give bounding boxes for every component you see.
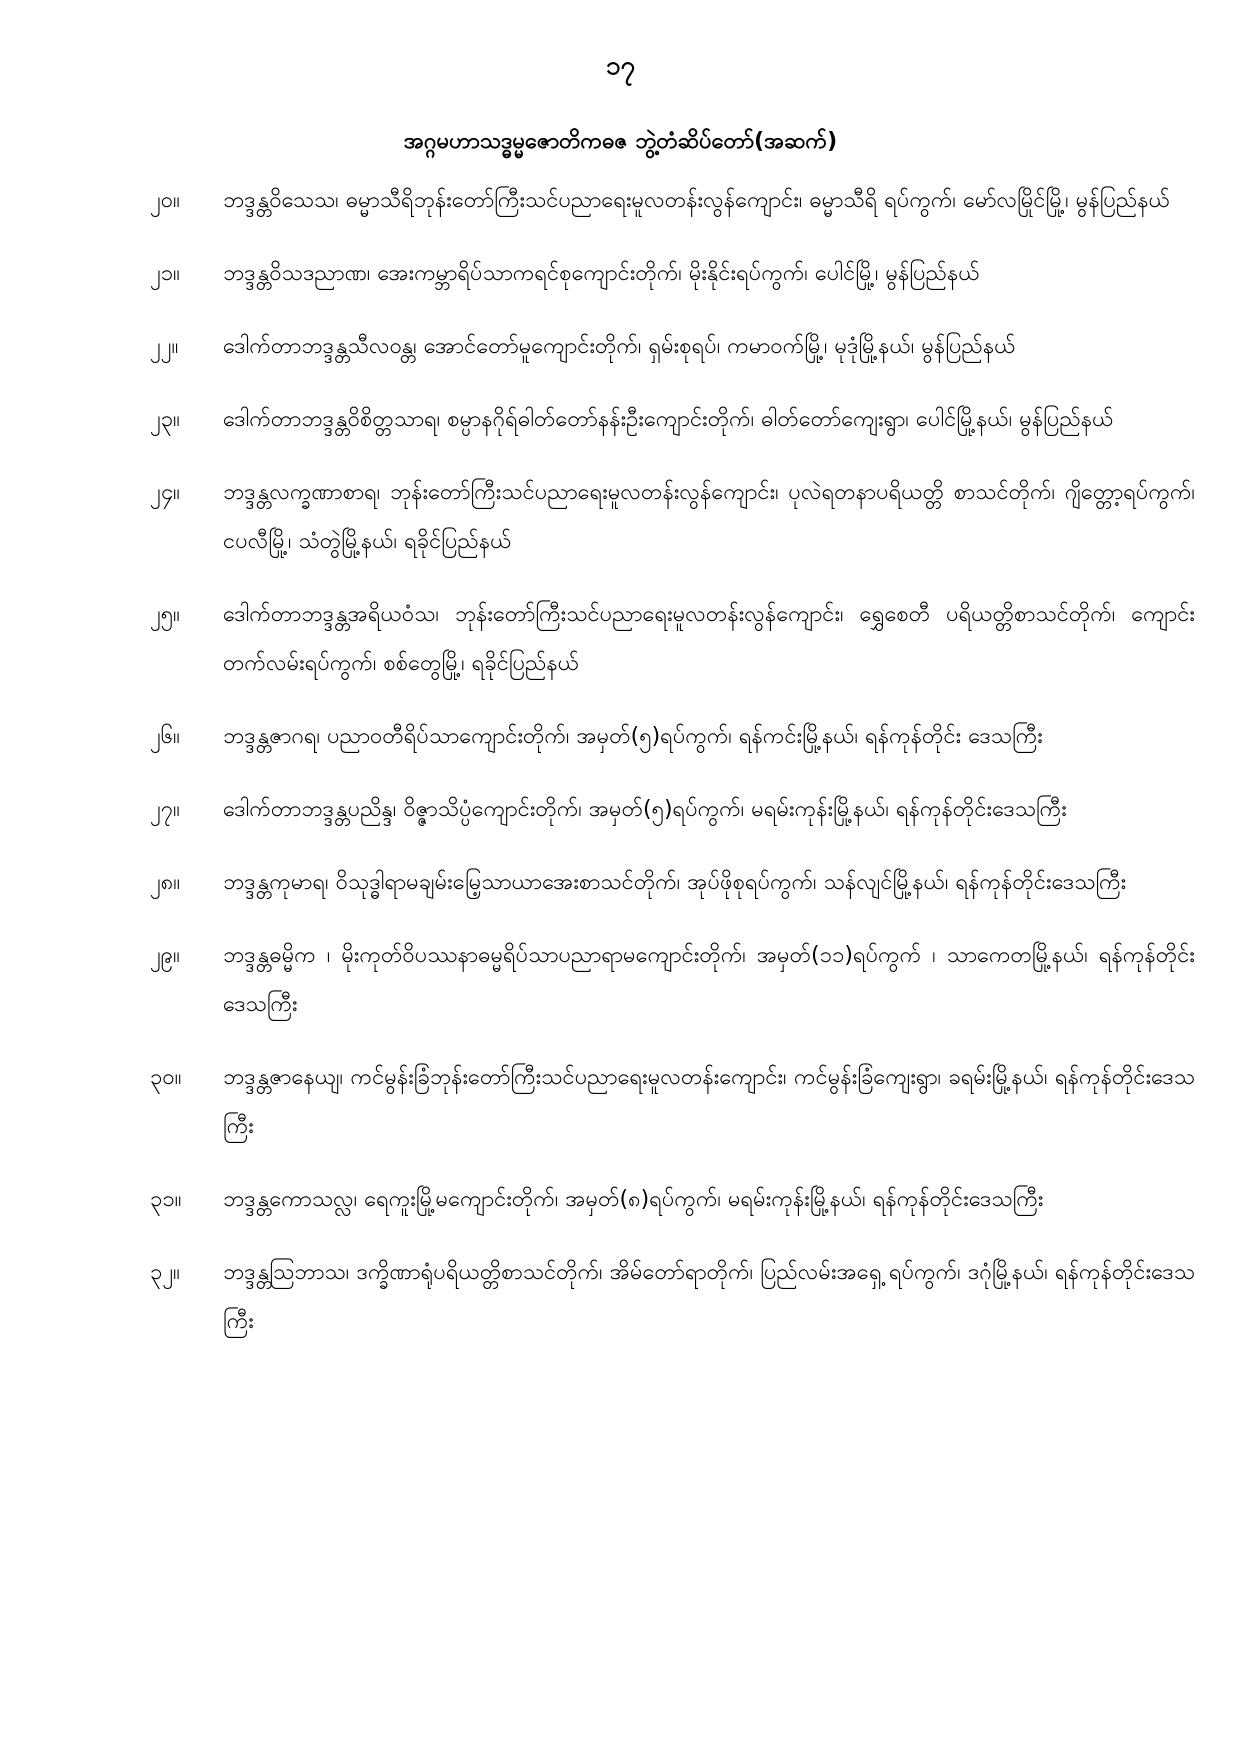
entry-text: ဘဒ္ဒန္တကောသလ္လ၊ ရေကူးမြို့မကျောင်းတိုက်၊ အမှတ်(၈)ရပ်ကွက်၊ မရမ်းကုန်းမြို့နယ်၊ ရန်ကုန်တိုင်းဒေသကြီး [223,1187,1044,1212]
list-item [150,249,1195,298]
entry-number: ၂၇။ [150,797,180,822]
list-item [150,931,1195,1029]
entry-number: ၂၄။ [150,480,180,505]
list-item [150,590,1195,688]
entry-text: ဒေါက်တာဘဒ္ဒန္တအရိယဝံသ၊ ဘုန်းတော်ကြီးသင်ပညာရေးမူလတန်းလွန်ကျောင်း၊ ရွှေစေတီ ပရိယတ္တိစာသင်တိုက်၊ ကျောင်းတက်လမ်းရပ်ကွက်၊ စစ်တွေမြို့၊ ရခိုင်ပြည်နယ် [223,602,1195,676]
entry-number: ၂၉။ [150,943,180,968]
entry-number: ၂၀။ [150,188,180,213]
entry-text: ဘဒ္ဒန္တကုမာရ၊ ဝိသုဒ္ဓါရာမချမ်းမြေ့သာယာအေးစာသင်တိုက်၊ အုပ်ဖိုစုရပ်ကွက်၊ သန်လျင်မြို့နယ်၊ ရန်ကုန်တိုင်းဒေသကြီး [223,870,1127,895]
list-item [150,1053,1195,1151]
entry-text: ဒေါက်တာဘဒ္ဒန္တဝိစိတ္တသာရ၊ စမ္ပာနဂိုရ်ဓါတ်တော်နန်းဦးကျောင်းတိုက်၊ ဓါတ်တော်ကျေးရွာ၊ ပေါင်မြို့နယ်၊ မွန်ပြည်နယ် [223,407,1114,432]
entry-number: ၂၆။ [150,724,180,749]
entry-text: ဘဒ္ဒန္တဝိသဒညာဏ၊ အေးကမ္ဘာရိပ်သာကရင်စုကျောင်းတိုက်၊ မိုးနိုင်းရပ်ကွက်၊ ပေါင်မြို့၊ မွန်ပြည်နယ် [223,261,980,286]
list-item [150,858,1195,907]
list-item [150,322,1195,371]
entry-number: ၂၁။ [150,261,180,286]
page-number: ၁၇ [605,51,636,81]
entry-text: ဘဒ္ဒန္တဇာနေယျ၊ ကင်မွန်းခြံဘုန်းတော်ကြီးသင်ပညာရေးမူလတန်းကျောင်း၊ ကင်မွန်းခြံကျေးရွာ၊ ခရမ်းမြို့နယ်၊ ရန်ကုန်တိုင်းဒေသကြီး [223,1065,1195,1139]
entry-text: ဘဒ္ဒန္တလက္ခဏာစာရ၊ ဘုန်းတော်ကြီးသင်ပညာရေးမူလတန်းလွန်ကျောင်း၊ ပုလဲရတနာပရိယတ္တိ စာသင်တိုက်၊ ဂျိတ္တော့ရပ်ကွက်၊ ငပလီမြို့၊ သံတွဲမြို့နယ်၊ ရခိုင်ပြည်နယ် [223,480,1195,554]
entry-text: ဒေါက်တာဘဒ္ဒန္တပညိန္ဒ၊ ဝိဇ္ဇာသိပ္ပံကျောင်းတိုက်၊ အမှတ်(၅)ရပ်ကွက်၊ မရမ်းကုန်းမြို့နယ်၊ ရန်ကုန်တိုင်းဒေသကြီး [223,797,1067,822]
entry-number: ၃၂။ [150,1260,180,1285]
list-item [150,468,1195,566]
entry-text: ဘဒ္ဒန္တဝိသေသ၊ ဓမ္မာသီရိဘုန်းတော်ကြီးသင်ပညာရေးမူလတန်းလွန်ကျောင်း၊ ဓမ္မာသီရိ ရပ်ကွက်၊ မော်လမြိုင်မြို့၊ မွန်ပြည်နယ် [223,188,1170,213]
list-item [150,785,1195,834]
entry-number: ၂၈။ [150,870,181,895]
list-item [150,395,1195,444]
entry-number: ၃၁။ [150,1187,182,1212]
entry-text: ဘဒ္ဒန္တဇာဂရ၊ ပညာဝတီရိပ်သာကျောင်းတိုက်၊ အမှတ်(၅)ရပ်ကွက်၊ ရန်ကင်းမြို့နယ်၊ ရန်ကုန်တိုင်း ဒေသကြီး [223,724,1043,749]
page-title: အဂ္ဂမဟာသဒ္ဓမ္မဇောတိကဓဇ ဘွဲ့တံဆိပ်တော်(အဆက်) [403,129,838,154]
entry-number: ၃၀။ [150,1065,182,1090]
list-item [150,1175,1195,1224]
list-item [150,712,1195,761]
entry-text: ဘဒ္ဒန္တဓမ္မိက ၊ မိုးကုတ်ဝိပဿနာဓမ္မရိပ်သာပညာရာမကျောင်းတိုက်၊ အမှတ်(၁၁)ရပ်ကွက် ၊ သာကေတမြို့နယ်၊ ရန်ကုန်တိုင်းဒေသကြီး [223,943,1195,1017]
entry-number: ၂၃။ [150,407,180,432]
entry-number: ၂၂။ [150,334,179,359]
entry-number: ၂၅။ [150,602,180,627]
award-recipient-list [150,176,1195,1370]
entry-text: ဘဒ္ဒန္တသြဘာသ၊ ဒက္ခိဏာရုံပရိယတ္တိစာသင်တိုက်၊ အိမ်တော်ရာတိုက်၊ ပြည်လမ်းအရှေ့ ရပ်ကွက်၊ ဒဂုံမြို့နယ်၊ ရန်ကုန်တိုင်းဒေသကြီး [223,1260,1195,1334]
list-item [150,176,1195,225]
list-item [150,1248,1195,1346]
entry-text: ဒေါက်တာဘဒ္ဒန္တသီလဝန္တ၊ အောင်တော်မူကျောင်းတိုက်၊ ရှမ်းစုရပ်၊ ကမာဝက်မြို့၊ မုဒုံမြို့နယ်၊ မွန်ပြည်နယ် [223,334,1016,359]
